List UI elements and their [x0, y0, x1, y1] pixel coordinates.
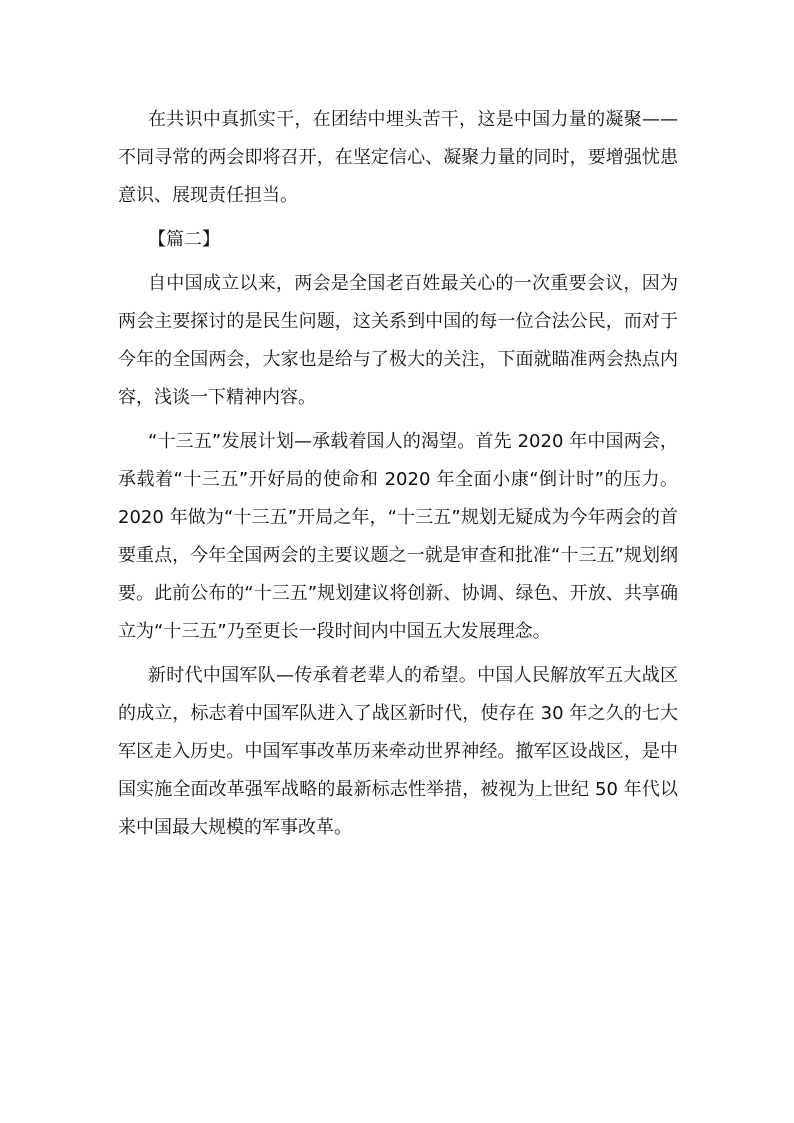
section-heading-part-two: 【篇二】 — [148, 229, 220, 250]
paragraph-thirteenth-five-year-plan: “十三五”发展计划—承载着国人的渴望。首先 2020 年中国两会，承载着“十三五”开好局的使命和 2020 年全面小康“倒计时”的压力。2020 年做为“十三五”开局之年，“十三五”规划无疑成为今年两会的首要重点，今年全国两会的主要议题之一就是审查和批准“十三五”规划纲要。此前公布的“十三五”规划建议将创新、协调、绿色、开放、共享确立为“十三五”乃至更长一段时间内中国五大发展理念。 — [118, 431, 678, 642]
paragraph-military-reform: 新时代中国军队—传承着老辈人的希望。中国人民解放军五大战区的成立，标志着中国军队进入了战区新时代，使存在 30 年之久的七大军区走入历史。中国军事改革历来牵动世界神经。撤军区设战区，是中国实施全面改革强军战略的最新标志性举措，被视为上世纪 50 年代以来中国最大规模的军事改革。 — [118, 665, 678, 838]
paragraph-two-sessions-intro: 自中国成立以来，两会是全国老百姓最关心的一次重要会议，因为两会主要探讨的是民生问题，这关系到中国的每一位合法公民，而对于今年的全国两会，大家也是给与了极大的关注，下面就瞄准两会热点内容，浅谈一下精神内容。 — [118, 273, 678, 408]
document-page — [118, 101, 678, 853]
paragraph-consensus: 在共识中真抓实干，在团结中埋头苦干，这是中国力量的凝聚——不同寻常的两会即将召开，在坚定信心、凝聚力量的同时，要增强忧患意识、展现责任担当。 — [118, 109, 678, 206]
